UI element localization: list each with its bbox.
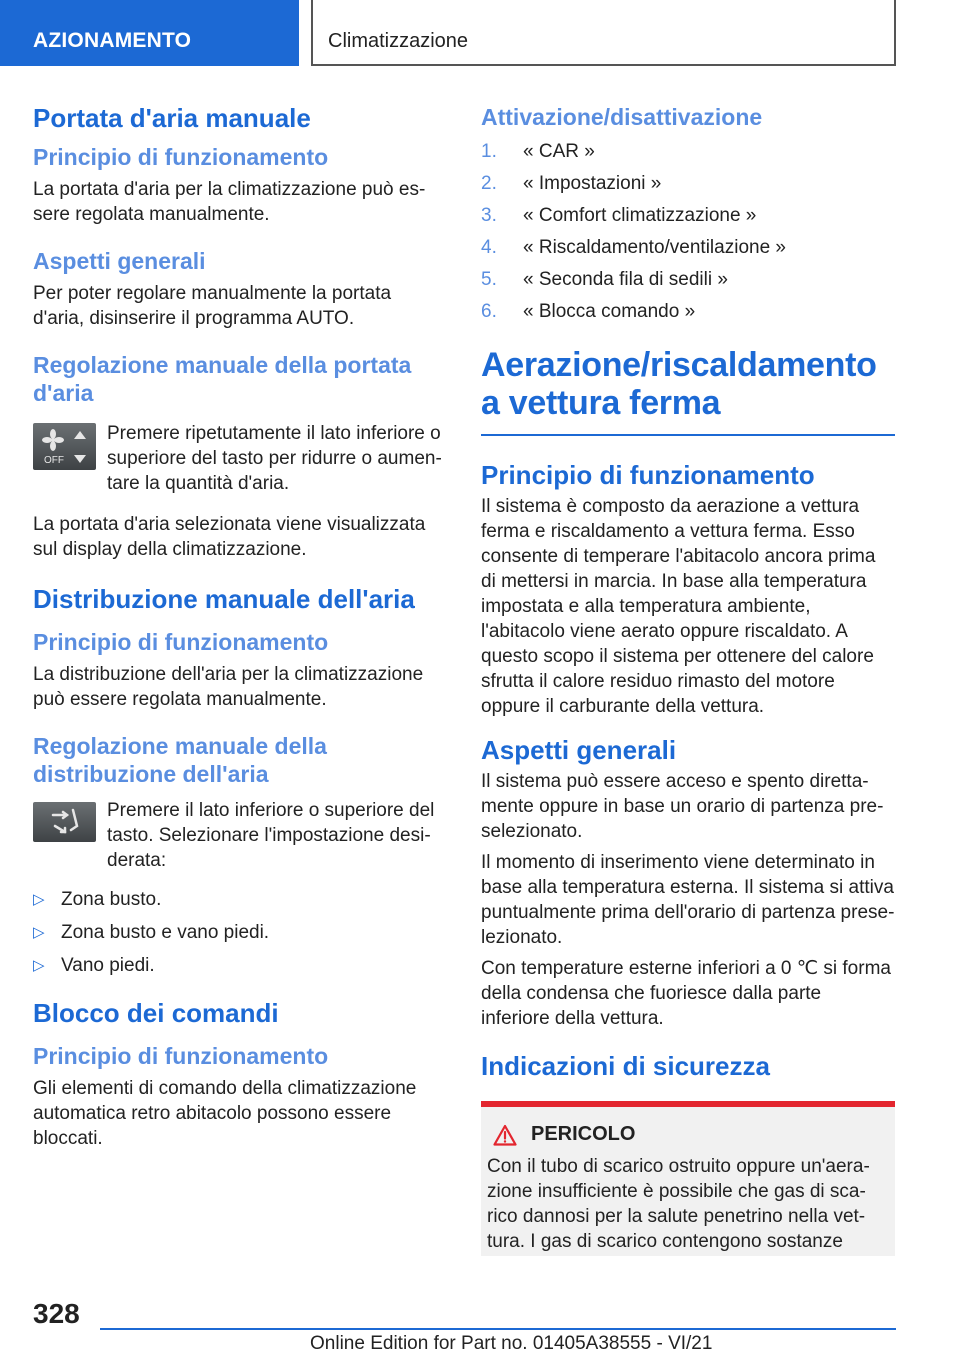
distribution-button-block	[33, 798, 447, 873]
page-header	[0, 0, 960, 66]
heading-blocco: Blocco dei comandi	[33, 998, 279, 1028]
footer-edition: Online Edition for Part no. 01405A38555 - VI/21	[310, 1333, 713, 1354]
heading-aspetti: Aspetti generali	[481, 735, 677, 765]
section-tab: AZIONAMENTO	[0, 0, 299, 66]
heading-portata-manuale: Portata d'aria manuale	[33, 103, 311, 133]
text-principio-2: La distribuzione dell'aria per la climatizzazione può essere regolata manualmente.	[33, 664, 424, 710]
list-item: 6. « Blocca comando »	[481, 301, 696, 322]
text-principio: Il sistema è composto da aerazione a vettura ferma e riscaldamento a vettura ferma. Esso consente di temperare l'abitacolo ancora prima di mettersi in marcia. In base alla temperatura impostata e alla temperatura ambiente, l'abitacolo viene aerato oppure riscaldato. A questo scopo il sistema per ottenere del calore sfrutta il calore residuo rimasto del motore oppure il carburante della vettura.	[481, 496, 876, 717]
text-aspetti-3: Con temperature esterne inferiori a 0 ℃ si forma della condensa che fuoriesce dalla parte inferiore della vettura.	[481, 958, 891, 1029]
text-aspetti-1: Per poter regolare manualmente la portata d'aria, disinserire il programma AUTO.	[33, 283, 392, 329]
left-column	[33, 100, 447, 1151]
heading-principio: Principio di funzionamento	[481, 460, 815, 490]
list-item: 2. « Impostazioni »	[481, 173, 662, 194]
heading-regolazione-portata: Regolazione manuale della portata d'aria	[33, 352, 412, 406]
list-item: 4. « Riscaldamento/ventilazione »	[481, 237, 786, 258]
fan-off-label: OFF	[44, 455, 64, 466]
distribution-options-list	[33, 887, 447, 978]
text-portata-display: La portata d'aria selezionata viene visualizzata sul display della climatizzazione.	[33, 514, 426, 560]
fan-button-block	[33, 421, 447, 496]
list-item: 5. « Seconda fila di sedili »	[481, 269, 728, 290]
page-number: 328	[33, 1298, 80, 1329]
list-item: 3. « Comfort climatizzazione »	[481, 205, 757, 226]
heading-sicurezza: Indicazioni di sicurezza	[481, 1051, 770, 1081]
text-regolazione-distribuzione: Premere il lato inferiore o superiore del tasto. Selezionare l'impostazione desiderata:	[107, 800, 435, 871]
list-item: ▷ Vano piedi.	[33, 955, 155, 976]
fan-button-icon	[33, 423, 96, 470]
activation-steps-list	[481, 139, 895, 324]
triangle-bullet-icon: ▷	[33, 924, 45, 941]
warning-triangle-icon	[493, 1124, 517, 1146]
air-distribution-icon	[33, 802, 96, 842]
warning-title: PERICOLO	[487, 1123, 889, 1146]
heading-distribuzione: Distribuzione manuale dell'aria	[33, 584, 415, 614]
footer-divider	[100, 1328, 896, 1330]
heading-aerazione: Aerazione/riscaldamento a vettura ferma	[481, 346, 877, 422]
triangle-bullet-icon: ▷	[33, 891, 45, 908]
warning-box	[481, 1101, 895, 1256]
heading-regolazione-distribuzione: Regolazione manuale della distribuzione dell'aria	[33, 733, 327, 787]
list-item: ▷ Zona busto.	[33, 889, 162, 910]
heading-principio-3: Principio di funzionamento	[33, 1043, 329, 1069]
text-aspetti-2: Il momento di inserimento viene determinato in base alla temperatura esterna. Il sistema si attiva puntualmente prima dell'orario di partenza preselezionato.	[481, 852, 895, 948]
heading-aspetti-1: Aspetti generali	[33, 248, 206, 274]
warning-text: Con il tubo di scarico ostruito oppure un'aerazione insufficiente è possibile che gas di scarico dannosi per la salute penetrino nella vettura. I gas di scarico contengono sostanze	[487, 1156, 870, 1252]
triangle-bullet-icon: ▷	[33, 957, 45, 974]
list-item: ▷ Zona busto e vano piedi.	[33, 922, 270, 943]
list-item: 1. « CAR »	[481, 141, 595, 162]
section-divider	[481, 434, 895, 436]
text-principio-1: La portata d'aria per la climatizzazione può essere regolata manualmente.	[33, 179, 426, 225]
text-regolazione-portata: Premere ripetutamente il lato inferiore o superiore del tasto per ridurre o aumentare la quantità d'aria.	[107, 423, 442, 494]
heading-principio-2: Principio di funzionamento	[33, 629, 329, 655]
heading-principio-1: Principio di funzionamento	[33, 144, 329, 170]
text-principio-3: Gli elementi di comando della climatizzazione automatica retro abitacolo possono essere bloccati.	[33, 1078, 417, 1149]
heading-attivazione: Attivazione/disattivazione	[481, 104, 763, 130]
chapter-title: Climatizzazione	[311, 0, 896, 66]
text-aspetti-1: Il sistema può essere acceso e spento direttamente oppure in base un orario di partenza preselezionato.	[481, 771, 884, 842]
right-column	[481, 100, 895, 1256]
